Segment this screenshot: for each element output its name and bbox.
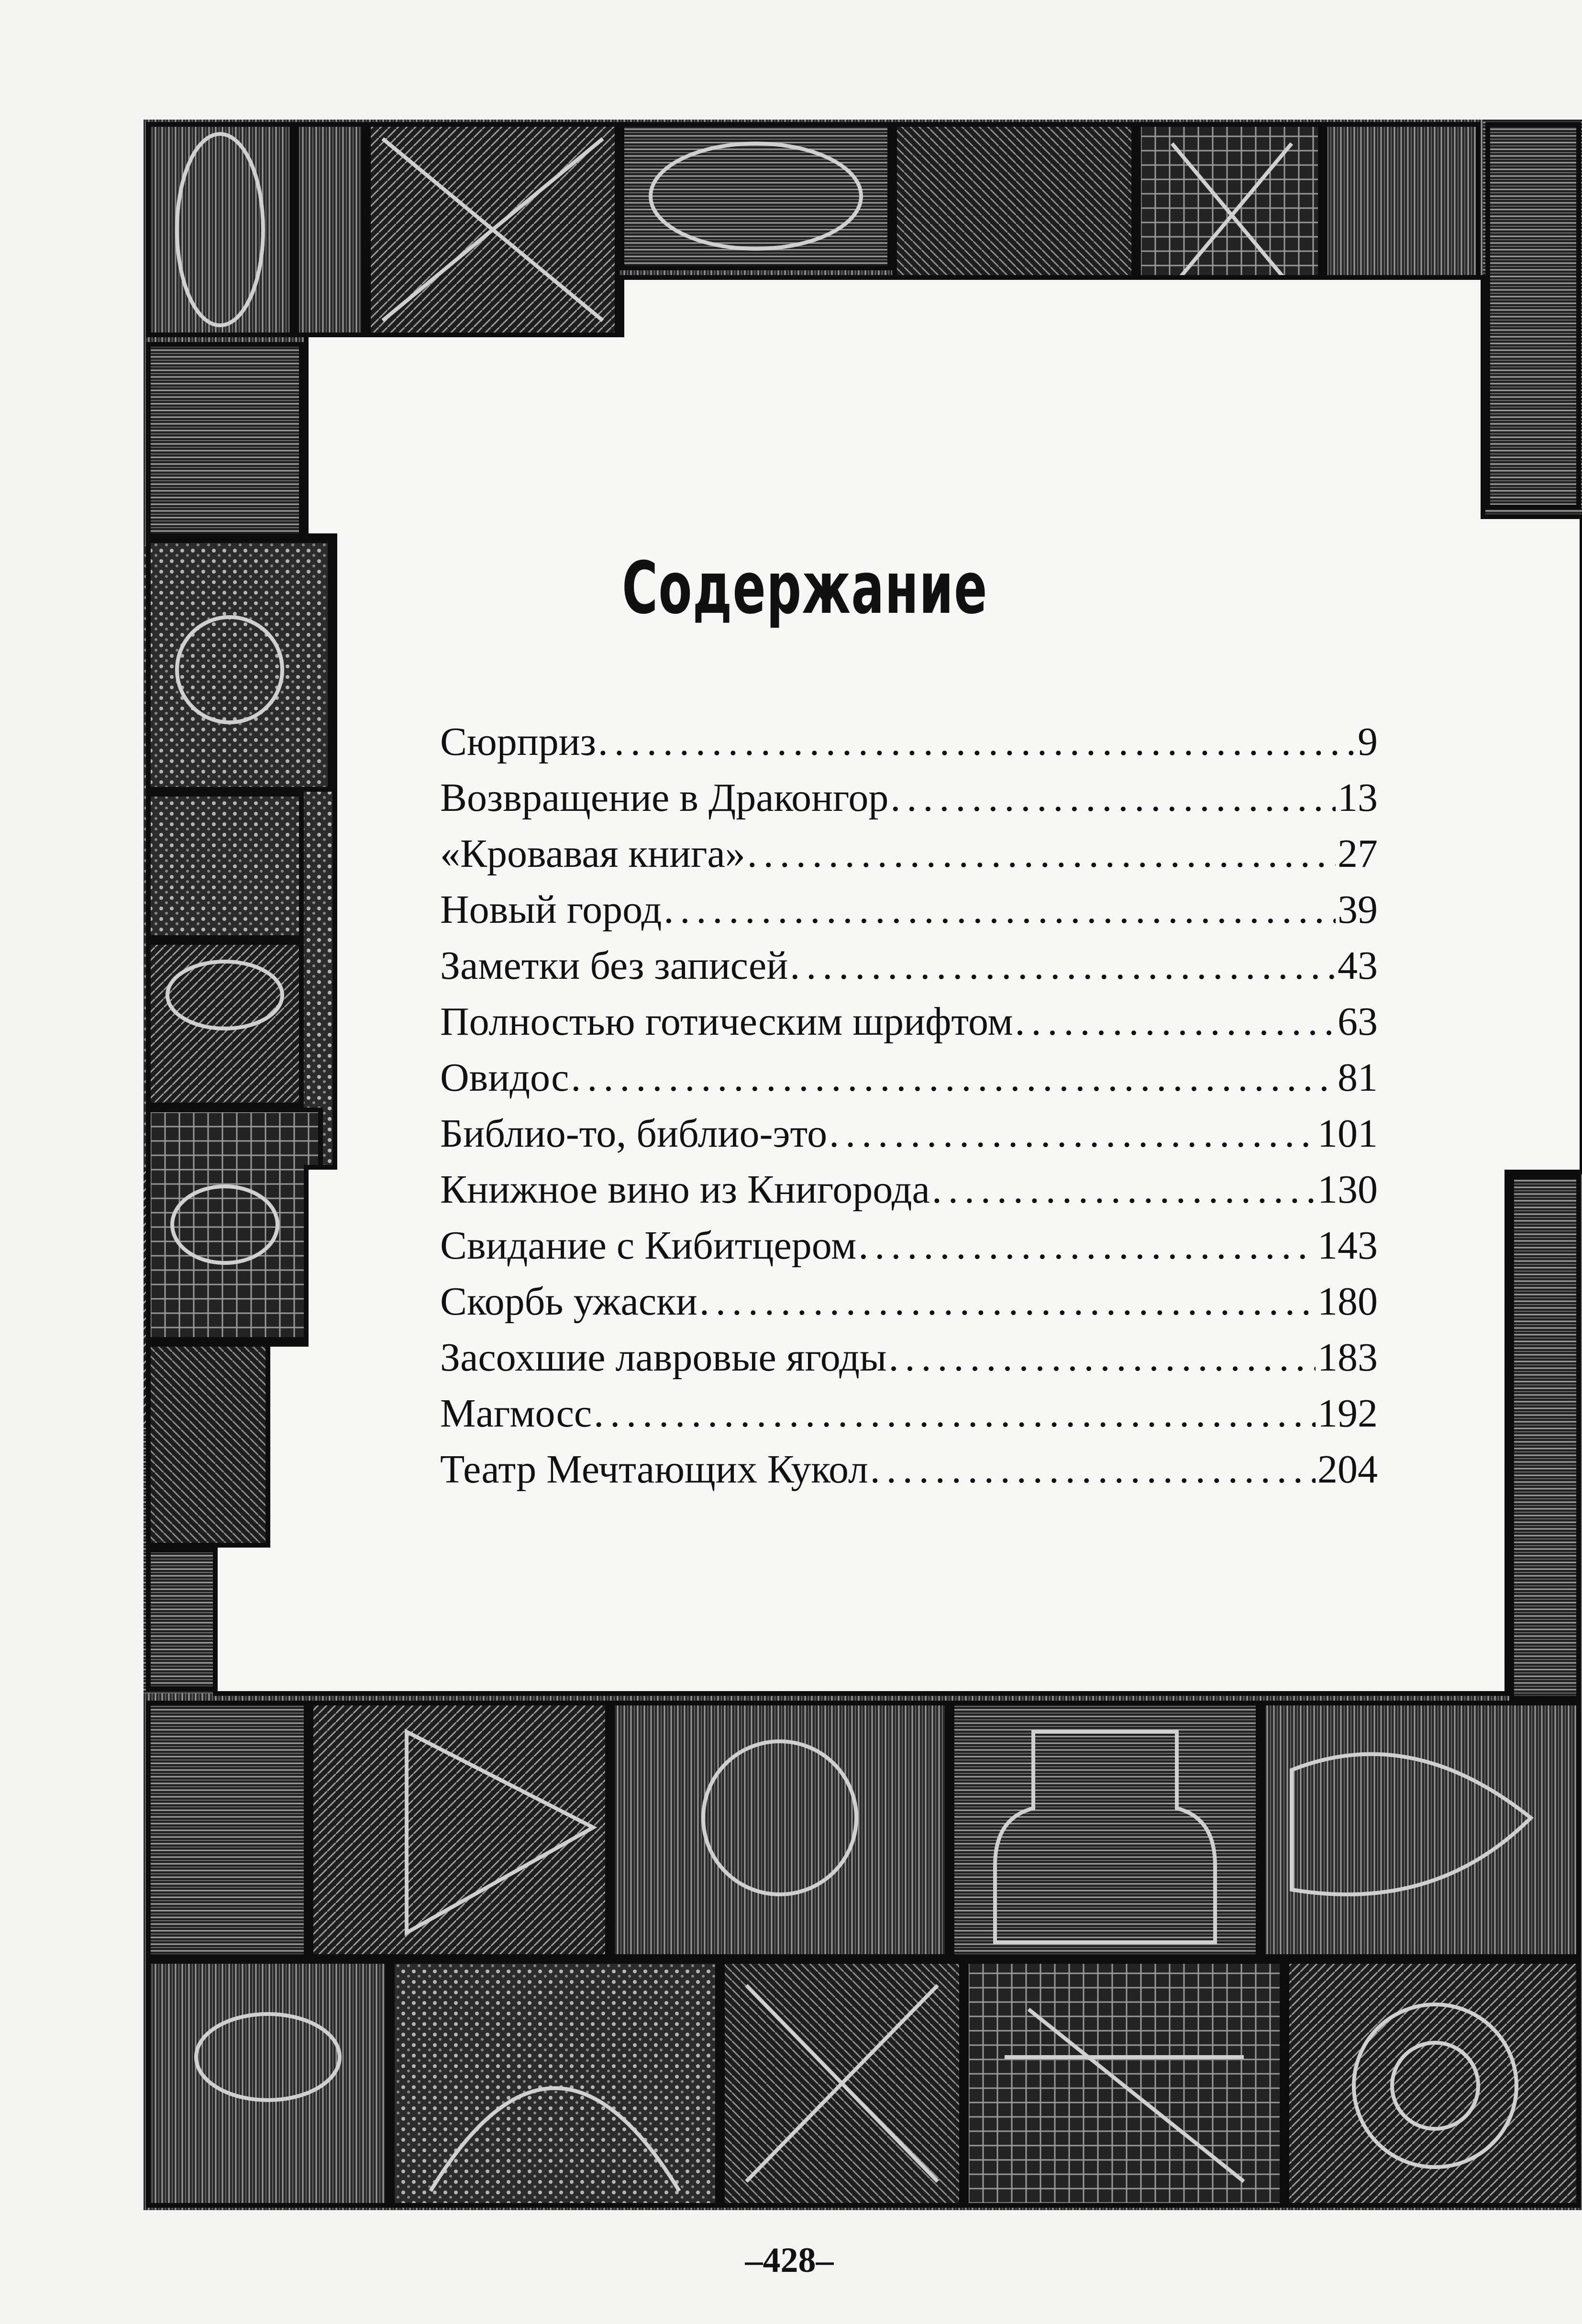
toc-entry-title: Полностью готическим шрифтом — [440, 999, 1013, 1044]
toc-entry — [440, 1050, 1378, 1106]
toc-entry — [440, 938, 1378, 994]
toc-leader-dots — [664, 882, 1336, 938]
toc-leader-dots — [790, 938, 1336, 994]
toc-entry — [440, 1329, 1378, 1385]
toc-entry-title: Магмосс — [440, 1391, 592, 1436]
toc-entry — [440, 770, 1378, 826]
toc-leader-dots — [699, 1273, 1316, 1329]
toc-entry-title: Библио-то, библио-это — [440, 1111, 828, 1156]
toc-entry-title: Заметки без записей — [440, 943, 788, 988]
toc-entry — [440, 826, 1378, 882]
toc-entry-page: 39 — [1338, 887, 1378, 932]
toc-leader-dots — [594, 1385, 1316, 1441]
toc-entry-title: Засохшие лавровые ягоды — [440, 1335, 887, 1380]
toc-entry-title: Новый город — [440, 887, 662, 932]
toc-entry-page: 192 — [1317, 1391, 1378, 1436]
toc-leader-dots — [858, 1217, 1316, 1273]
toc-leader-dots — [571, 1050, 1336, 1106]
toc-entry-page: 13 — [1338, 775, 1378, 820]
toc-entry-title: Сюрприз — [440, 719, 596, 764]
toc-entry-page: 204 — [1317, 1447, 1378, 1492]
toc-entry — [440, 1162, 1378, 1217]
toc-entry — [440, 1106, 1378, 1162]
toc-entry — [440, 994, 1378, 1050]
toc-entry-page: 143 — [1317, 1223, 1378, 1268]
toc-entry — [440, 1217, 1378, 1273]
toc-entry-page: 81 — [1338, 1055, 1378, 1100]
toc-entry — [440, 714, 1378, 770]
table-of-contents — [440, 714, 1378, 1497]
toc-entry-title: Свидание с Кибитцером — [440, 1223, 857, 1268]
toc-entry — [440, 1273, 1378, 1329]
toc-entry-page: 101 — [1317, 1111, 1378, 1156]
toc-leader-dots — [747, 826, 1336, 882]
toc-leader-dots — [888, 1329, 1316, 1385]
toc-entry-page: 130 — [1317, 1167, 1378, 1212]
toc-entry-page: 180 — [1317, 1279, 1378, 1324]
toc-entry-page: 43 — [1338, 943, 1378, 988]
toc-entry-title: Скорбь ужаски — [440, 1279, 697, 1324]
toc-entry-page: 27 — [1338, 831, 1378, 876]
toc-leader-dots — [1015, 994, 1336, 1050]
toc-entry-title: Театр Мечтающих Кукол — [440, 1447, 868, 1492]
toc-leader-dots — [870, 1441, 1316, 1497]
toc-entry — [440, 1385, 1378, 1441]
toc-entry-title: Возвращение в Драконгор — [440, 775, 889, 820]
toc-entry-page: 9 — [1358, 719, 1378, 764]
page-title: Содержание — [622, 547, 988, 630]
toc-leader-dots — [890, 770, 1336, 826]
page-number: –428– — [745, 2241, 834, 2280]
toc-entry — [440, 882, 1378, 938]
toc-entry-page: 63 — [1338, 999, 1378, 1044]
toc-entry — [440, 1441, 1378, 1497]
toc-entry-title: «Кровавая книга» — [440, 831, 745, 876]
toc-leader-dots — [829, 1106, 1316, 1162]
toc-leader-dots — [932, 1162, 1316, 1217]
toc-entry-title: Овидос — [440, 1055, 569, 1100]
toc-entry-title: Книжное вино из Книгорода — [440, 1167, 930, 1212]
toc-entry-page: 183 — [1317, 1335, 1378, 1380]
toc-leader-dots — [598, 714, 1356, 770]
